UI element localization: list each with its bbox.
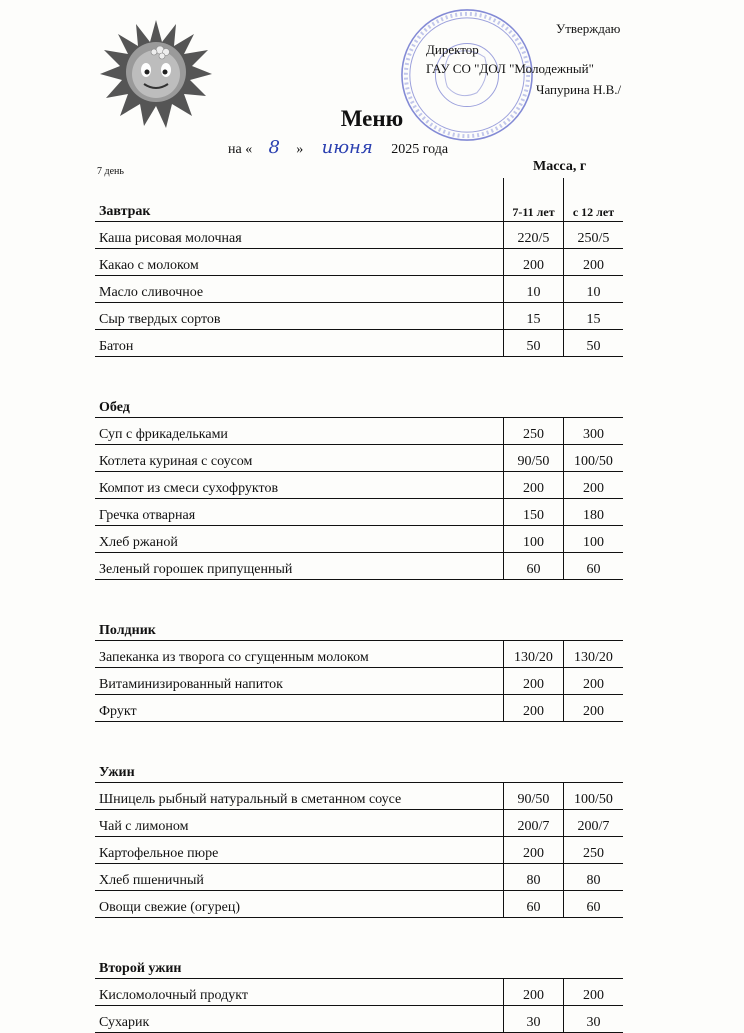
meal-name: Второй ужин: [95, 935, 504, 979]
dish-row: [95, 891, 623, 918]
section-gap: [95, 918, 623, 936]
dish-name: Какао с молоком: [95, 249, 504, 276]
gap-cell: [95, 580, 623, 598]
mass-7-11: 200: [504, 668, 564, 695]
dish-name: Гречка отварная: [95, 499, 504, 526]
dish-name: Котлета куриная с соусом: [95, 445, 504, 472]
dish-name: Хлеб пшеничный: [95, 864, 504, 891]
mass-7-11: 80: [504, 864, 564, 891]
dish-row: [95, 553, 623, 580]
dish-row: [95, 864, 623, 891]
dish-name: Сыр твердых сортов: [95, 303, 504, 330]
date-month-handwritten: июня: [321, 137, 373, 158]
dish-name: Овощи свежие (огурец): [95, 891, 504, 918]
mass-header: Масса, г: [533, 159, 587, 174]
date-mid: »: [296, 142, 304, 157]
dish-name: Шницель рыбный натуральный в сметанном соусе: [95, 783, 504, 810]
mass-7-11: 10: [504, 276, 564, 303]
mass-12-plus: 60: [564, 891, 624, 918]
menu-date-line: [228, 137, 448, 158]
mass-7-11: 90/50: [504, 783, 564, 810]
dish-row: [95, 526, 623, 553]
mass-7-11: 30: [504, 1006, 564, 1033]
mass-12-plus: 100/50: [564, 783, 624, 810]
mass-7-11: 200/7: [504, 810, 564, 837]
dish-name: Кисломолочный продукт: [95, 979, 504, 1006]
mass-7-11: 200: [504, 249, 564, 276]
dish-name: Батон: [95, 330, 504, 357]
mass-7-11: 200: [504, 472, 564, 499]
mass-12-plus: 250: [564, 837, 624, 864]
meal-section-header: [95, 178, 623, 222]
menu-table: [95, 178, 623, 1033]
mass-12-plus: 200: [564, 249, 624, 276]
mass-7-11: 130/20: [504, 641, 564, 668]
dish-row: [95, 222, 623, 249]
meal-name: Завтрак: [95, 178, 504, 222]
mass-12-plus: 200: [564, 472, 624, 499]
gap-cell: [95, 357, 623, 375]
mass-7-11: 60: [504, 553, 564, 580]
mass-7-11: 200: [504, 979, 564, 1006]
blank-cell: [564, 597, 624, 641]
dish-row: [95, 641, 623, 668]
dish-row: [95, 276, 623, 303]
dish-row: [95, 1006, 623, 1033]
blank-cell: [564, 739, 624, 783]
dish-row: [95, 472, 623, 499]
mass-7-11: 90/50: [504, 445, 564, 472]
date-day-handwritten: 8: [268, 137, 280, 158]
approval-signatory: Чапурина Н.В./: [536, 82, 622, 97]
meal-name: Ужин: [95, 739, 504, 783]
dish-name: Каша рисовая молочная: [95, 222, 504, 249]
mass-12-plus: 130/20: [564, 641, 624, 668]
blank-cell: [504, 597, 564, 641]
dish-row: [95, 499, 623, 526]
mass-12-plus: 200: [564, 979, 624, 1006]
blank-cell: [504, 935, 564, 979]
column-header-age-12-plus: с 12 лет: [564, 178, 624, 222]
dish-row: [95, 445, 623, 472]
meal-section-header: [95, 597, 623, 641]
mass-12-plus: 60: [564, 553, 624, 580]
approval-caption: Утверждаю: [556, 21, 621, 36]
dish-name: Запеканка из творога со сгущенным молоком: [95, 641, 504, 668]
dish-name: Чай с лимоном: [95, 810, 504, 837]
dish-row: [95, 418, 623, 445]
mass-7-11: 60: [504, 891, 564, 918]
mass-12-plus: 80: [564, 864, 624, 891]
dish-name: Фрукт: [95, 695, 504, 722]
dish-name: Зеленый горошек припущенный: [95, 553, 504, 580]
dish-name: Витаминизированный напиток: [95, 668, 504, 695]
dish-name: Сухарик: [95, 1006, 504, 1033]
section-gap: [95, 357, 623, 375]
dish-row: [95, 668, 623, 695]
mass-12-plus: 200/7: [564, 810, 624, 837]
meal-name: Обед: [95, 374, 504, 418]
dish-row: [95, 837, 623, 864]
mass-7-11: 15: [504, 303, 564, 330]
mass-12-plus: 30: [564, 1006, 624, 1033]
dish-row: [95, 783, 623, 810]
date-suffix: 2025 года: [391, 142, 449, 157]
mass-12-plus: 300: [564, 418, 624, 445]
mass-12-plus: 200: [564, 668, 624, 695]
day-number-label: 7 день: [97, 166, 124, 177]
mass-7-11: 220/5: [504, 222, 564, 249]
column-header-age-7-11: 7-11 лет: [504, 178, 564, 222]
meal-section-header: [95, 935, 623, 979]
mass-12-plus: 100: [564, 526, 624, 553]
dish-name: Компот из смеси сухофруктов: [95, 472, 504, 499]
blank-cell: [504, 374, 564, 418]
mass-7-11: 250: [504, 418, 564, 445]
section-gap: [95, 580, 623, 598]
mass-12-plus: 250/5: [564, 222, 624, 249]
meal-section-header: [95, 374, 623, 418]
page-title: Меню: [340, 106, 404, 131]
dish-row: [95, 979, 623, 1006]
mass-12-plus: 200: [564, 695, 624, 722]
mass-12-plus: 15: [564, 303, 624, 330]
mass-7-11: 200: [504, 695, 564, 722]
meal-section-header: [95, 739, 623, 783]
dish-row: [95, 249, 623, 276]
mass-12-plus: 100/50: [564, 445, 624, 472]
mass-12-plus: 50: [564, 330, 624, 357]
dish-row: [95, 330, 623, 357]
dish-row: [95, 695, 623, 722]
dish-name: Суп с фрикадельками: [95, 418, 504, 445]
dish-name: Хлеб ржаной: [95, 526, 504, 553]
mass-12-plus: 180: [564, 499, 624, 526]
gap-cell: [95, 918, 623, 936]
blank-cell: [564, 374, 624, 418]
mass-12-plus: 10: [564, 276, 624, 303]
dish-row: [95, 303, 623, 330]
blank-cell: [564, 935, 624, 979]
mass-7-11: 100: [504, 526, 564, 553]
gap-cell: [95, 722, 623, 740]
dish-name: Картофельное пюре: [95, 837, 504, 864]
dish-name: Масло сливочное: [95, 276, 504, 303]
blank-cell: [504, 739, 564, 783]
section-gap: [95, 722, 623, 740]
mass-7-11: 200: [504, 837, 564, 864]
approval-organization: ГАУ СО "ДОЛ "Молодежный": [426, 61, 594, 76]
dish-row: [95, 810, 623, 837]
mass-7-11: 50: [504, 330, 564, 357]
meal-name: Полдник: [95, 597, 504, 641]
date-prefix: на «: [228, 142, 253, 157]
mass-7-11: 150: [504, 499, 564, 526]
approval-position: Директор: [426, 42, 479, 57]
